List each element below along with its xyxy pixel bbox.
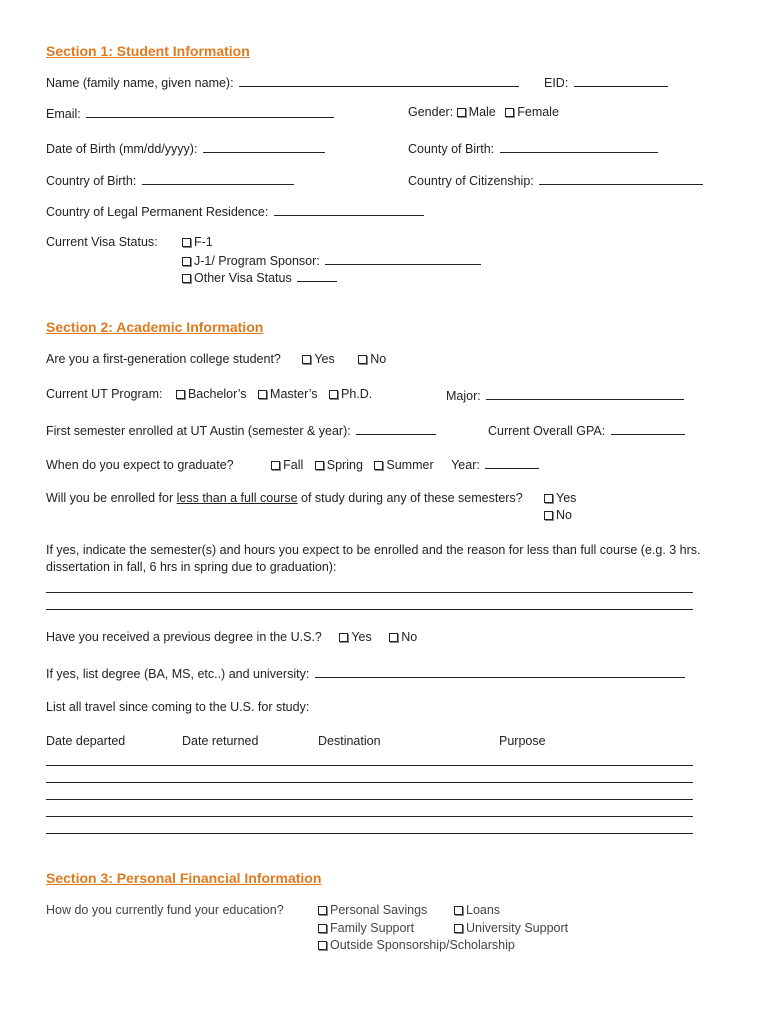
loans-row <box>454 903 500 917</box>
if-yes-instructions-line-2: dissertation in fall, 6 hrs in spring due to graduation): <box>46 560 337 574</box>
gender-row <box>408 105 559 119</box>
graduation-row <box>46 456 539 472</box>
travel-row-line[interactable] <box>46 799 693 800</box>
program-row <box>46 387 372 401</box>
legal-residence-input[interactable] <box>274 203 424 216</box>
less-than-full-q-pre: Will you be enrolled for <box>46 491 177 505</box>
family-support-checkbox[interactable] <box>318 924 327 933</box>
first-semester-input[interactable] <box>356 422 436 435</box>
female-checkbox[interactable] <box>505 108 514 117</box>
travel-row-line[interactable] <box>46 782 693 783</box>
summer-checkbox[interactable] <box>374 461 383 470</box>
family-support-label: Family Support <box>330 921 415 935</box>
major-label: Major: <box>446 389 481 403</box>
answer-line[interactable] <box>46 609 693 610</box>
first-semester-row <box>46 422 436 438</box>
legal-residence-row <box>46 203 424 219</box>
bachelors-label: Bachelor’s <box>187 387 247 401</box>
country-birth-input[interactable] <box>142 172 294 185</box>
phd-label: Ph.D. <box>341 387 373 401</box>
country-birth-label: Country of Birth: <box>46 174 137 188</box>
travel-header-date-departed: Date departed <box>46 734 126 748</box>
visa-j1-checkbox[interactable] <box>182 257 191 266</box>
visa-f1-checkbox[interactable] <box>182 238 191 247</box>
summer-label: Summer <box>386 458 434 472</box>
fall-label: Fall <box>283 458 304 472</box>
first-gen-no-checkbox[interactable] <box>358 355 367 364</box>
gender-label: Gender: <box>408 105 454 119</box>
less-than-full-yes-row <box>544 491 576 505</box>
university-support-row <box>454 921 568 935</box>
graduation-label: When do you expect to graduate? <box>46 458 234 472</box>
visa-other-label: Other Visa Status <box>194 271 292 285</box>
less-than-full-no-checkbox[interactable] <box>544 511 553 520</box>
dob-label: Date of Birth (mm/dd/yyyy): <box>46 142 198 156</box>
major-input[interactable] <box>486 387 684 400</box>
less-than-full-q-underlined: less than a full course <box>176 491 298 505</box>
visa-j1-label: J-1/ Program Sponsor: <box>194 254 320 268</box>
name-field-row <box>46 74 519 90</box>
family-support-row <box>318 921 414 935</box>
visa-f1-label: F-1 <box>194 235 213 249</box>
citizenship-row <box>408 172 703 188</box>
citizenship-label: Country of Citizenship: <box>408 174 534 188</box>
county-birth-input[interactable] <box>500 140 658 153</box>
country-birth-row <box>46 172 294 188</box>
travel-header-destination: Destination <box>318 734 381 748</box>
travel-label: List all travel since coming to the U.S. for study: <box>46 700 310 714</box>
program-label: Current UT Program: <box>46 387 163 401</box>
outside-sponsorship-row <box>318 938 515 952</box>
list-degree-input[interactable] <box>315 665 685 678</box>
name-label: Name (family name, given name): <box>46 76 234 90</box>
previous-degree-no-checkbox[interactable] <box>389 633 398 642</box>
female-label: Female <box>517 105 559 119</box>
personal-savings-row <box>318 903 427 917</box>
dob-input[interactable] <box>203 140 325 153</box>
first-gen-row <box>46 352 386 366</box>
dob-field-row <box>46 140 325 156</box>
personal-savings-checkbox[interactable] <box>318 906 327 915</box>
less-than-full-no-row <box>544 508 572 522</box>
fund-question: How do you currently fund your education? <box>46 903 284 917</box>
travel-row-line[interactable] <box>46 816 693 817</box>
first-semester-label: First semester enrolled at UT Austin (semester & year): <box>46 424 351 438</box>
eid-field-row <box>544 74 668 90</box>
loans-checkbox[interactable] <box>454 906 463 915</box>
travel-row-line[interactable] <box>46 765 693 766</box>
visa-other-checkbox[interactable] <box>182 274 191 283</box>
county-birth-row <box>408 140 658 156</box>
gpa-row <box>488 422 685 438</box>
previous-degree-yes-checkbox[interactable] <box>339 633 348 642</box>
visa-other-row <box>182 269 337 285</box>
spring-label: Spring <box>326 458 363 472</box>
eid-input[interactable] <box>574 74 668 87</box>
gpa-input[interactable] <box>611 422 685 435</box>
masters-label: Master’s <box>270 387 318 401</box>
less-than-full-question <box>46 491 523 505</box>
first-gen-no-label: No <box>370 352 387 366</box>
masters-checkbox[interactable] <box>258 390 267 399</box>
section-3-title: Section 3: Personal Financial Information <box>46 870 322 886</box>
legal-residence-label: Country of Legal Permanent Residence: <box>46 205 269 219</box>
email-label: Email: <box>46 107 81 121</box>
visa-status-label: Current Visa Status: <box>46 235 158 249</box>
previous-degree-question: Have you received a previous degree in the U.S.? <box>46 630 322 644</box>
visa-j1-row <box>182 252 481 268</box>
first-gen-yes-checkbox[interactable] <box>302 355 311 364</box>
first-gen-yes-label: Yes <box>314 352 335 366</box>
fall-checkbox[interactable] <box>271 461 280 470</box>
other-visa-input[interactable] <box>297 269 337 282</box>
name-input[interactable] <box>239 74 519 87</box>
previous-degree-yes-label: Yes <box>351 630 372 644</box>
phd-checkbox[interactable] <box>329 390 338 399</box>
email-field-row <box>46 105 334 121</box>
list-degree-row <box>46 665 685 681</box>
gpa-label: Current Overall GPA: <box>488 424 606 438</box>
university-support-checkbox[interactable] <box>454 924 463 933</box>
travel-header-purpose: Purpose <box>499 734 546 748</box>
university-support-label: University Support <box>466 921 569 935</box>
citizenship-input[interactable] <box>539 172 703 185</box>
major-row <box>446 387 684 403</box>
list-degree-label: If yes, list degree (BA, MS, etc..) and university: <box>46 667 310 681</box>
less-than-full-yes-checkbox[interactable] <box>544 494 553 503</box>
bachelors-checkbox[interactable] <box>176 390 185 399</box>
if-yes-instructions-line-1: If yes, indicate the semester(s) and hours you expect to be enrolled and the reason for less than full course (e.g. 3 hrs. <box>46 543 701 557</box>
year-label: Year: <box>451 458 480 472</box>
first-gen-question: Are you a first-generation college student? <box>46 352 281 366</box>
visa-f1-row <box>182 235 213 249</box>
outside-sponsorship-label: Outside Sponsorship/Scholarship <box>330 938 515 952</box>
eid-label: EID: <box>544 76 569 90</box>
email-input[interactable] <box>86 105 334 118</box>
travel-row-line[interactable] <box>46 833 693 834</box>
program-sponsor-input[interactable] <box>325 252 481 265</box>
previous-degree-no-label: No <box>401 630 418 644</box>
spring-checkbox[interactable] <box>315 461 324 470</box>
less-than-full-q-post: of study during any of these semesters? <box>297 491 523 505</box>
section-1-title: Section 1: Student Information <box>46 43 250 59</box>
travel-header-date-returned: Date returned <box>182 734 259 748</box>
personal-savings-label: Personal Savings <box>330 903 428 917</box>
county-birth-label: County of Birth: <box>408 142 495 156</box>
previous-degree-row <box>46 630 417 644</box>
loans-label: Loans <box>466 903 501 917</box>
less-than-full-no-label: No <box>556 508 572 522</box>
section-2-title: Section 2: Academic Information <box>46 319 264 335</box>
year-input[interactable] <box>485 456 539 469</box>
less-than-full-yes-label: Yes <box>556 491 577 505</box>
male-checkbox[interactable] <box>457 108 466 117</box>
male-label: Male <box>468 105 496 119</box>
answer-line[interactable] <box>46 592 693 593</box>
outside-sponsorship-checkbox[interactable] <box>318 941 327 950</box>
